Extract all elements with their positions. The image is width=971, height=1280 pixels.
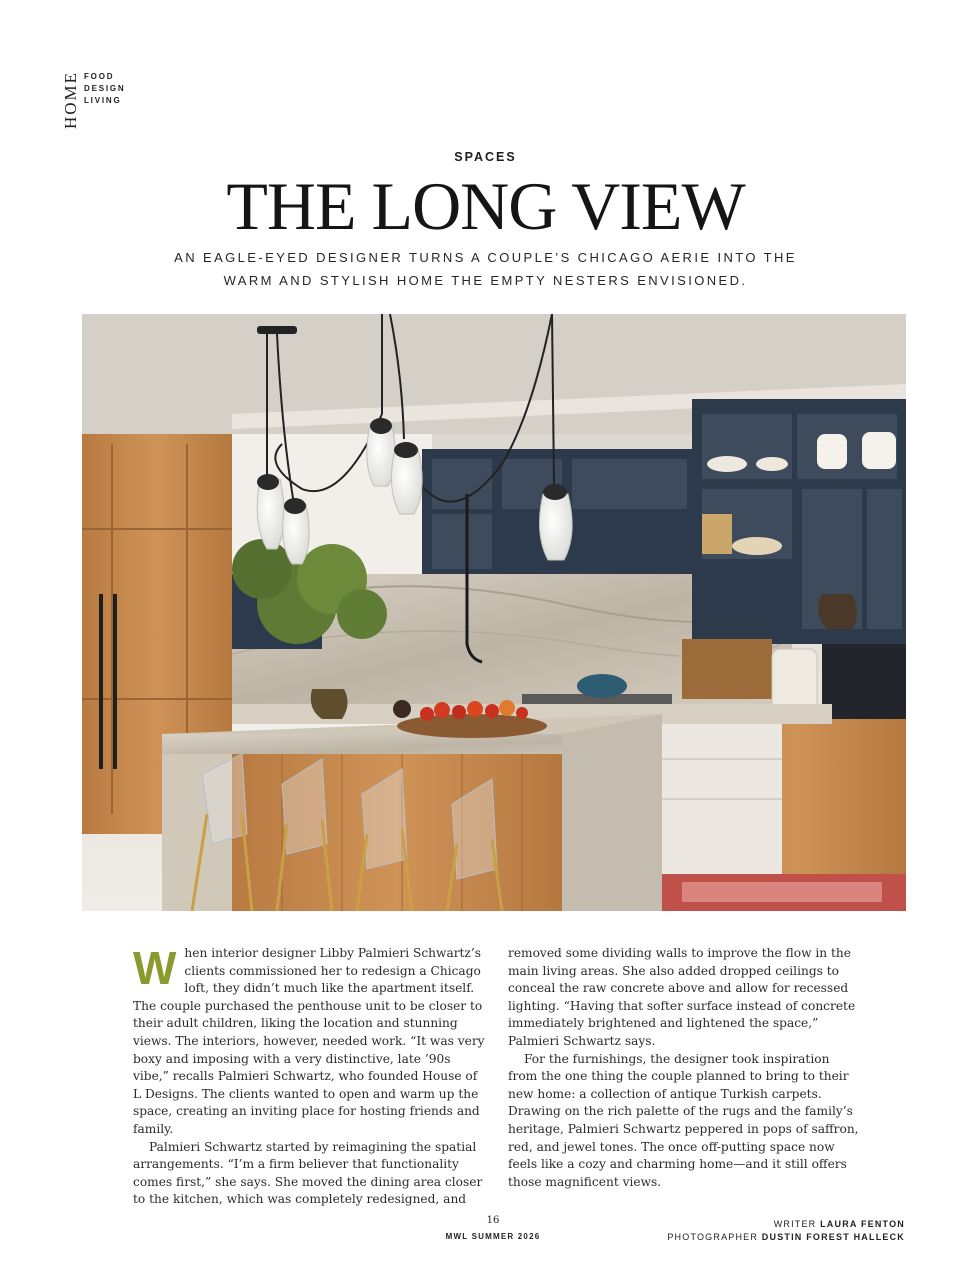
article-paragraph-1 [133, 942, 485, 1139]
article-title: THE LONG VIEW [226, 168, 745, 244]
writer-role: WRITER [773, 1219, 817, 1229]
writer-credit [667, 1218, 905, 1231]
article-paragraph-3: removed some dividing walls to improve the flow in the main living areas. She also added dropped ceilings to conceal the raw concrete above and allow for recessed lighting. “Having that softer surface instead of concrete immediately brightened and lightened the space,” Palmieri Schwartz says. [508, 946, 856, 1048]
dek-line-1: AN EAGLE-EYED DESIGNER TURNS A COUPLE’S CHICAGO AERIE INTO THE [174, 250, 797, 265]
subsection-food: FOOD [84, 72, 115, 81]
section-tab [28, 34, 126, 130]
article-dek [160, 246, 811, 292]
writer-name: LAURA FENTON [820, 1219, 905, 1229]
subsection-living: LIVING [84, 96, 122, 105]
subsection-design: DESIGN [84, 84, 126, 93]
article-column-1 [133, 942, 485, 1209]
photographer-credit [667, 1231, 905, 1244]
page-number: 16 [486, 1215, 500, 1226]
drop-cap: W [133, 942, 177, 994]
kitchen-photo [82, 314, 906, 911]
issue-label: MWL SUMMER 2026 [445, 1232, 541, 1241]
article-paragraph-4: For the furnishings, the designer took inspiration from the one thing the couple planned to bring to their new home: a collection of antique Turkish carpets. Drawing on the rich palette of the rugs and the family’s heritage, Palmieri Schwartz peppered in pops of saffron, red, and jewel tones. The once off-putting space now feels like a cozy and charming home—and it still offers those magnificent views. [508, 1051, 859, 1189]
credits [667, 1218, 905, 1244]
article-paragraph-2: Palmieri Schwartz started by reimagining the spatial arrangements. “I’m a firm believer that functionality comes first,” she says. She moved the dining area closer to the kitchen, which was completely redesigned, and [133, 1139, 483, 1207]
section-home-label: HOME [61, 70, 80, 130]
article-column-2 [508, 945, 860, 1191]
dek-line-2: WARM AND STYLISH HOME THE EMPTY NESTERS ENVISIONED. [223, 273, 748, 288]
photographer-role: PHOTOGRAPHER [667, 1232, 759, 1242]
section-subsections [84, 71, 125, 107]
photographer-name: DUSTIN FOREST HALLECK [761, 1232, 905, 1242]
paragraph-1-text: hen interior designer Libby Palmieri Schwartz’s clients commissioned her to redesign a Chicago loft, they didn’t much like the apartment itself. The couple purchased the penthouse unit to be closer to their adult children, liking the location and stunning views. The interiors, however, needed work. “It was very boxy and imposing with a very distinctive, late ’90s vibe,” recalls Palmieri Schwartz, who founded House of L Designs. The clients wanted to open and warm up the space, creating an inviting place for hosting friends and family. [133, 946, 485, 1136]
article-kicker: SPACES [454, 150, 517, 164]
